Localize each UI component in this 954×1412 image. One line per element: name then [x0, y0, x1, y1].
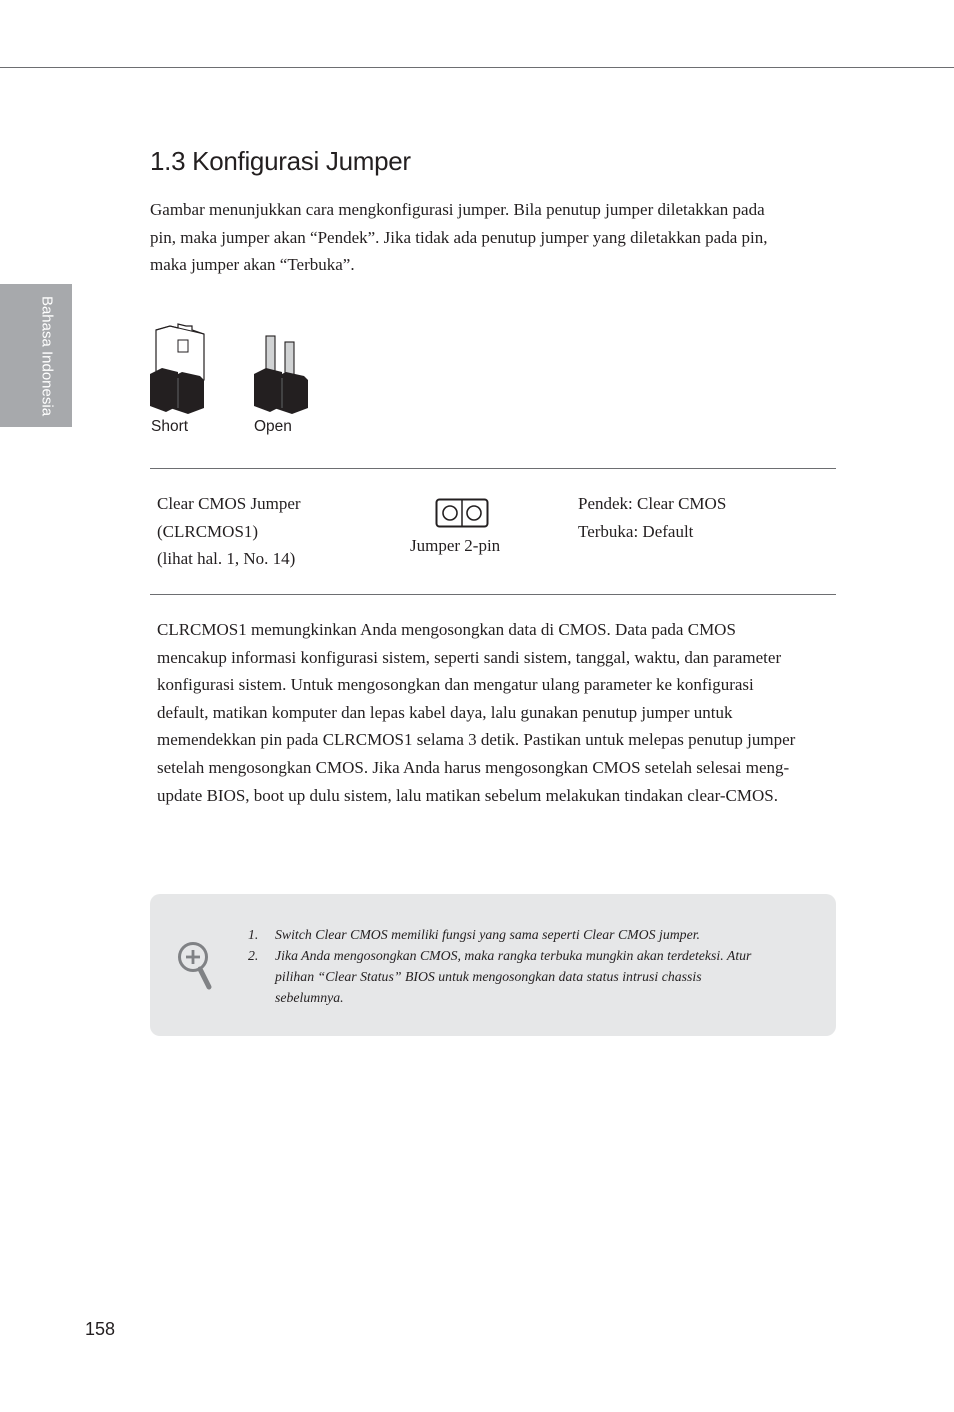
page-number: 158: [85, 1319, 116, 1339]
jumper-figure: [148, 320, 328, 442]
jumper-name-line: (lihat hal. 1, No. 14): [157, 549, 296, 568]
note-text: Switch Clear CMOS memiliki fungsi yang sama seperti Clear CMOS jumper.: [275, 927, 700, 942]
note-text: Jika Anda mengosongkan CMOS, maka rangka terbuka mungkin akan terdeteksi. Atur pilihan “Clear Status” BIOS untuk mengosongkan data status intrusi chassis sebelumnya.: [275, 948, 752, 1005]
jumper-name-cell: [157, 490, 301, 573]
table-top-rule: [150, 468, 836, 469]
note-item: [248, 924, 768, 945]
language-tab-label: Bahasa Indonesia: [38, 295, 56, 417]
header-rule: [0, 67, 954, 68]
jumper-name-line: (CLRCMOS1): [157, 521, 259, 541]
open-label: Open: [254, 418, 292, 435]
setting-line: Terbuka: Default: [578, 521, 694, 541]
two-pin-jumper-icon: [435, 498, 489, 528]
jumper-illustration: [148, 320, 328, 420]
table-bottom-rule: [150, 594, 836, 595]
setting-line: Pendek: Clear CMOS: [578, 494, 727, 513]
note-item: [248, 945, 768, 1008]
open-jumper-drawing: [254, 336, 308, 414]
note-list: [248, 924, 768, 1008]
language-side-tab: [0, 284, 72, 427]
jumper-setting-cell: [578, 490, 726, 545]
note-number: 1.: [248, 927, 259, 942]
section-title: 1.3 Konfigurasi Jumper: [150, 146, 411, 176]
pin-caption: Jumper 2-pin: [410, 536, 501, 555]
magnifier-plus-icon: [176, 940, 216, 992]
short-label: Short: [151, 418, 189, 435]
short-jumper-drawing: [150, 324, 204, 414]
jumper-name-line: Clear CMOS Jumper: [157, 494, 301, 513]
intro-paragraph: Gambar menunjukkan cara mengkonfigurasi jumper. Bila penutup jumper diletakkan pada pin, maka jumper akan “Pendek”. Jika tidak ada penutup jumper yang diletakkan pada pin, maka jumper akan “Terbuka”.: [150, 200, 768, 274]
note-number: 2.: [248, 948, 259, 963]
clrcmos-description: CLRCMOS1 memungkinkan Anda mengosongkan data di CMOS. Data pada CMOS mencakup informasi konfigurasi sistem, seperti sandi sistem, tanggal, waktu, dan parameter konfigurasi sistem. Untuk mengosongkan dan mengatur ulang parameter ke konfigurasi default, matikan komputer dan lepas kabel daya, lalu gunakan penutup jumper untuk memendekkan pin pada CLRCMOS1 selama 3 detik. Pastikan untuk melepas penutup jumper setelah mengosongkan CMOS. Jika Anda harus mengosongkan CMOS setelah selesai meng-update BIOS, boot up dulu sistem, lalu matikan sebelum melakukan tindakan clear-CMOS.: [157, 620, 796, 805]
